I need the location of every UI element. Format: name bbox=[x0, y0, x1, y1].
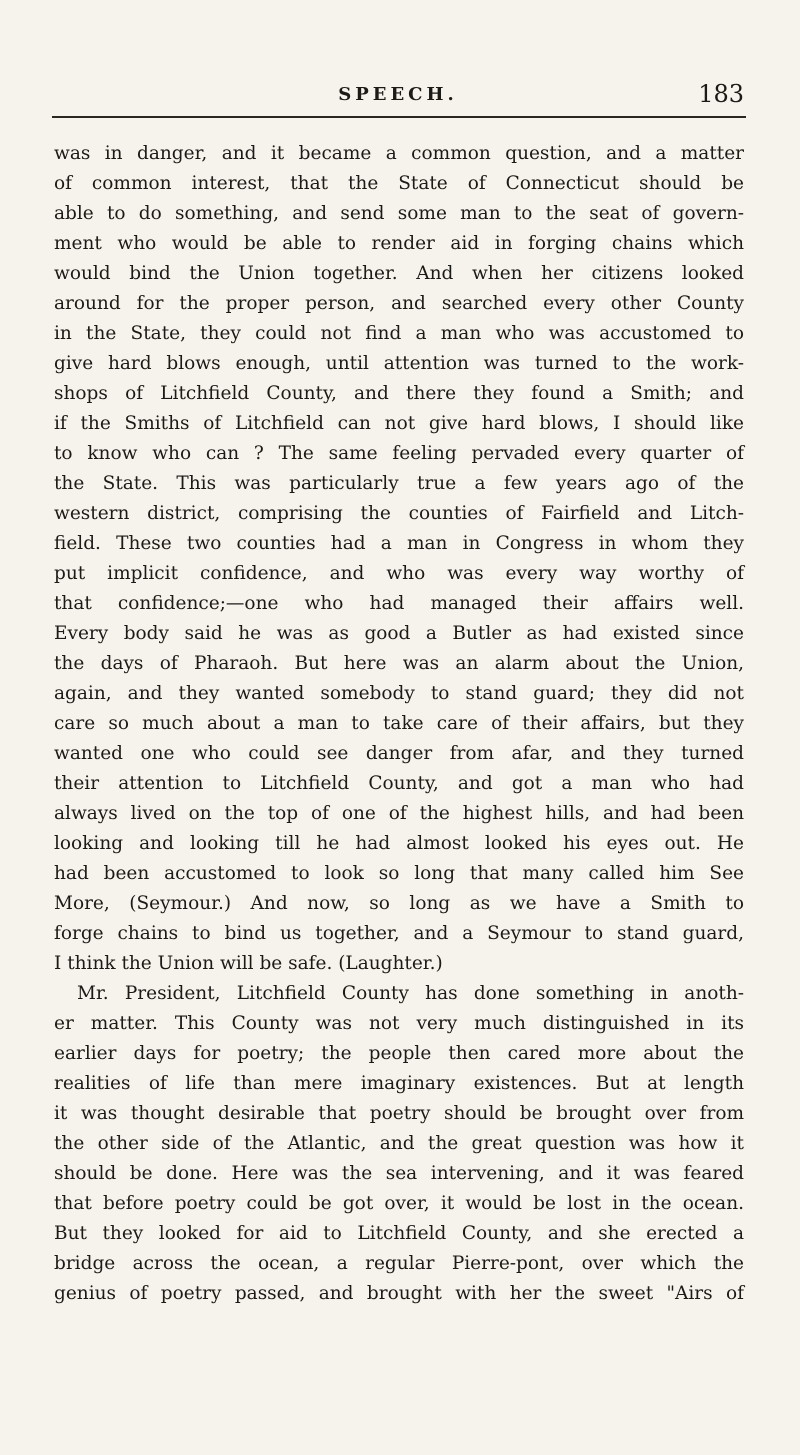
text-line: put implicit confidence, and who was every way worthy of bbox=[54, 563, 744, 584]
text-line: I think the Union will be safe. (Laughter.) bbox=[54, 953, 443, 974]
text-line: that confidence;—one who had managed their affairs well. bbox=[54, 593, 744, 614]
text-line: in the State, they could not find a man who was accustomed to bbox=[54, 323, 744, 344]
text-line: that before poetry could be got over, it would be lost in the ocean. bbox=[54, 1193, 744, 1214]
text-line: western district, comprising the counties of Fairfield and Litch- bbox=[54, 503, 744, 524]
text-line: er matter. This County was not very much distinguished in its bbox=[54, 1013, 744, 1034]
text-line: Every body said he was as good a Butler as had existed since bbox=[54, 623, 744, 644]
text-line: again, and they wanted somebody to stand guard; they did not bbox=[54, 683, 744, 704]
text-line: field. These two counties had a man in Congress in whom they bbox=[54, 533, 744, 554]
header-rule bbox=[52, 116, 746, 118]
text-line: wanted one who could see danger from afar, and they turned bbox=[54, 743, 744, 764]
text-line: it was thought desirable that poetry should be brought over from bbox=[54, 1103, 744, 1124]
text-line: Mr. President, Litchfield County has done something in anoth- bbox=[77, 983, 744, 1004]
running-title: SPEECH. bbox=[338, 84, 458, 105]
text-line: had been accustomed to look so long that many called him See bbox=[54, 863, 744, 884]
text-line: if the Smiths of Litchfield can not give hard blows, I should like bbox=[54, 413, 744, 434]
text-line: genius of poetry passed, and brought with her the sweet "Airs of bbox=[54, 1283, 744, 1304]
text-line: bridge across the ocean, a regular Pierre-pont, over which the bbox=[54, 1253, 744, 1274]
text-line: able to do something, and send some man to the seat of govern- bbox=[54, 203, 744, 224]
text-line: would bind the Union together. And when her citizens looked bbox=[54, 263, 744, 284]
text-line: realities of life than mere imaginary existences. But at length bbox=[54, 1073, 744, 1094]
text-line: should be done. Here was the sea intervening, and it was feared bbox=[54, 1163, 744, 1184]
text-line: was in danger, and it became a common question, and a matter bbox=[54, 143, 744, 164]
text-line: their attention to Litchfield County, and got a man who had bbox=[54, 773, 744, 794]
text-line: to know who can ? The same feeling pervaded every quarter of bbox=[54, 443, 744, 464]
body-text bbox=[54, 139, 744, 1309]
text-line: the State. This was particularly true a few years ago of the bbox=[54, 473, 744, 494]
text-line: of common interest, that the State of Connecticut should be bbox=[54, 173, 744, 194]
text-line: ment who would be able to render aid in forging chains which bbox=[54, 233, 744, 254]
text-line: forge chains to bind us together, and a Seymour to stand guard, bbox=[54, 923, 744, 944]
text-line: shops of Litchfield County, and there they found a Smith; and bbox=[54, 383, 744, 404]
text-line: around for the proper person, and searched every other County bbox=[54, 293, 744, 314]
running-head bbox=[52, 80, 744, 114]
page-number: 183 bbox=[698, 80, 744, 108]
text-line: the other side of the Atlantic, and the great question was how it bbox=[54, 1133, 744, 1154]
text-line: More, (Seymour.) And now, so long as we have a Smith to bbox=[54, 893, 744, 914]
text-line: always lived on the top of one of the highest hills, and had been bbox=[54, 803, 744, 824]
text-line: earlier days for poetry; the people then cared more about the bbox=[54, 1043, 744, 1064]
text-line: the days of Pharaoh. But here was an alarm about the Union, bbox=[54, 653, 744, 674]
text-line: give hard blows enough, until attention was turned to the work- bbox=[54, 353, 744, 374]
text-line: looking and looking till he had almost looked his eyes out. He bbox=[54, 833, 744, 854]
text-line: But they looked for aid to Litchfield County, and she erected a bbox=[54, 1223, 744, 1244]
text-line: care so much about a man to take care of their affairs, but they bbox=[54, 713, 744, 734]
